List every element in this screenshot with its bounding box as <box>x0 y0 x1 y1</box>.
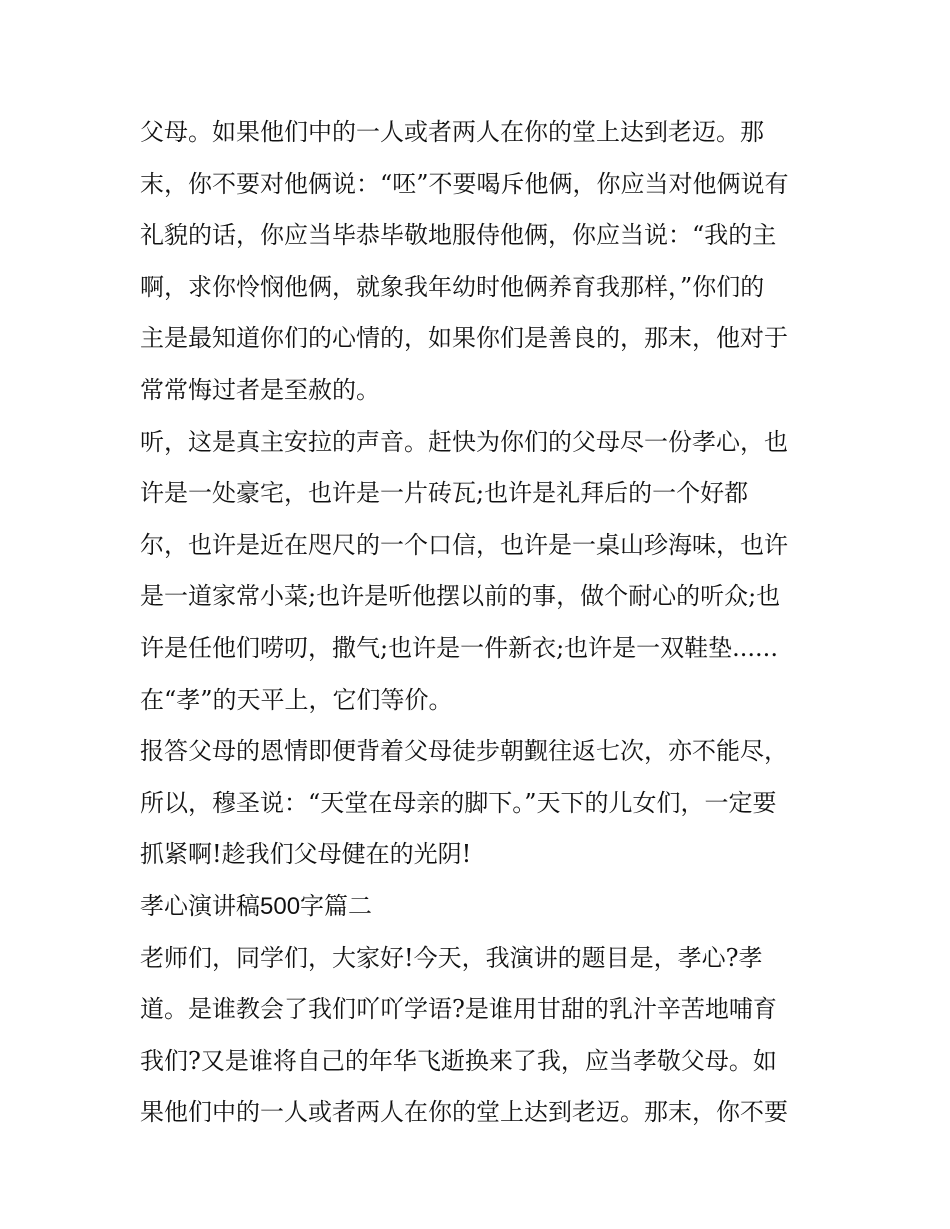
paragraph-line: 道。是谁教会了我们吖吖学语?是谁用甘甜的乳汁辛苦地哺育 <box>140 995 777 1024</box>
paragraph-line: 主是最知道你们的心情的，如果你们是善良的，那末，他对于 <box>140 324 788 353</box>
paragraph-line: 所以，穆圣说：“天堂在母亲的脚下。”天下的儿女们，一定要 <box>140 788 777 817</box>
paragraph-line: 啊，求你怜悯他俩，就象我年幼时他俩养育我那样，”你们的 <box>140 272 765 301</box>
paragraph-line: 听，这是真主安拉的声音。赶快为你们的父母尽一份孝心，也 <box>140 427 788 456</box>
paragraph-line: 我们?又是谁将自己的年华飞逝换来了我，应当孝敬父母。如 <box>140 1046 777 1075</box>
paragraph-line: 抓紧啊!趁我们父母健在的光阴! <box>140 840 472 869</box>
paragraph-line: 尔，也许是近在咫尺的一个口信，也许是一桌山珍海味，也许 <box>140 530 788 559</box>
document-body <box>140 107 820 1139</box>
paragraph-line: 末，你不要对他俩说：“呸”不要喝斥他俩，你应当对他俩说有 <box>140 169 789 198</box>
paragraph-line: 许是一处豪宅，也许是一片砖瓦;也许是礼拜后的一个好都 <box>140 479 749 508</box>
section-heading: 孝心演讲稿500字篇二 <box>140 892 373 920</box>
paragraph-line: 老师们，同学们，大家好!今天，我演讲的题目是，孝心?孝 <box>140 943 763 972</box>
paragraph-line: 报答父母的恩情即便背着父母徒步朝觐往返七次，亦不能尽， <box>140 737 788 766</box>
paragraph-line: 父母。如果他们中的一人或者两人在你的堂上达到老迈。那 <box>140 118 764 146</box>
paragraph-line: 是一道家常小菜;也许是听他摆以前的事，做个耐心的听众;也 <box>140 582 781 611</box>
paragraph-line: 果他们中的一人或者两人在你的堂上达到老迈。那末，你不要 <box>140 1098 788 1127</box>
paragraph-line: 许是任他们唠叨，撒气;也许是一件新衣;也许是一双鞋垫...... <box>140 633 778 662</box>
paragraph-line: 在“孝”的天平上，它们等价。 <box>140 685 453 714</box>
paragraph-line: 礼貌的话，你应当毕恭毕敬地服侍他俩，你应当说：“我的主 <box>140 221 777 250</box>
paragraph-line: 常常悔过者是至赦的。 <box>140 375 380 404</box>
